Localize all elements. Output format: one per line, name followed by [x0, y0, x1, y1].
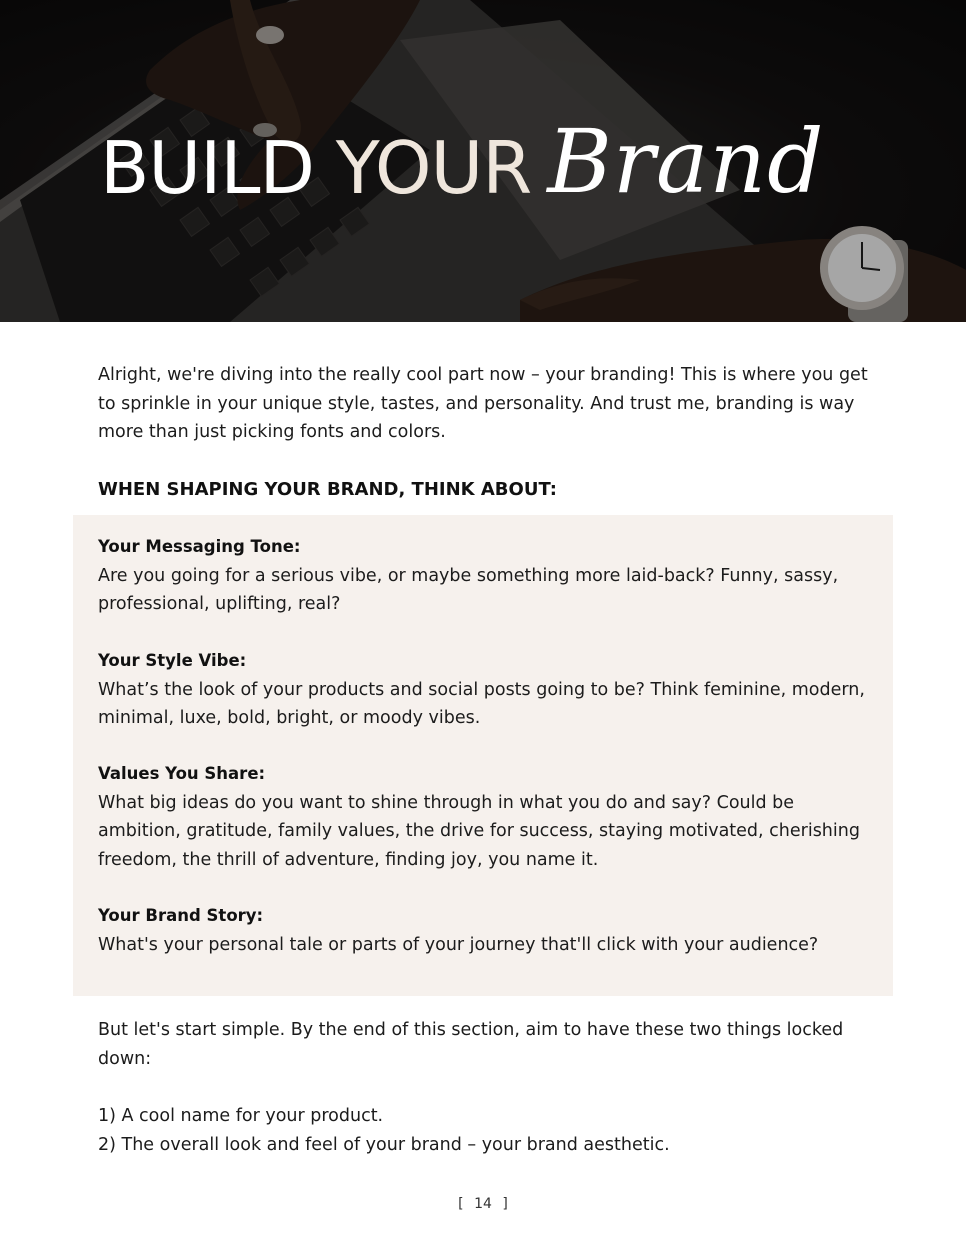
consideration-item [98, 647, 873, 733]
page-number: [ 14 ] [458, 1196, 508, 1212]
consideration-title: Your Brand Story: [98, 906, 264, 925]
outro-paragraph: But let's start simple. By the end of this section, aim to have these two things locked down: [98, 1020, 844, 1069]
hero-title [100, 110, 825, 213]
consideration-title: Your Messaging Tone: [98, 537, 301, 556]
consideration-text: What’s the look of your products and social posts going to be? Think feminine, modern, minimal, luxe, bold, bright, or moody vibes. [98, 679, 865, 728]
consideration-item [98, 760, 873, 874]
consideration-text: Are you going for a serious vibe, or maybe something more laid-back? Funny, sassy, professional, uplifting, real? [98, 565, 839, 614]
consideration-title: Values You Share: [98, 764, 266, 783]
consideration-item [98, 902, 873, 959]
goals-list-item: 2) The overall look and feel of your brand – your brand aesthetic. [98, 1134, 670, 1155]
hero-banner [0, 0, 966, 322]
intro-paragraph: Alright, we're diving into the really cool part now – your branding! This is where you get to sprinkle in your unique style, tastes, and personality. And trust me, branding is way more than just picking fonts and colors. [98, 365, 868, 442]
hero-title-script: Brand [547, 110, 825, 213]
hero-title-your: YOUR [335, 126, 532, 210]
consideration-title: Your Style Vibe: [98, 651, 247, 670]
consideration-text: What's your personal tale or parts of your journey that'll click with your audience? [98, 934, 819, 955]
goals-list [98, 1102, 868, 1159]
hero-title-plain [100, 128, 531, 208]
consideration-item [98, 533, 873, 619]
section-heading: WHEN SHAPING YOUR BRAND, THINK ABOUT: [98, 479, 557, 500]
goals-list-item: 1) A cool name for your product. [98, 1106, 384, 1126]
hero-title-build: BUILD [100, 126, 336, 210]
consideration-text: What big ideas do you want to shine through in what you do and say? Could be ambition, gratitude, family values, the drive for success, staying motivated, cherishing freedom, the thrill of adventure, finding joy, you name it. [98, 792, 860, 870]
